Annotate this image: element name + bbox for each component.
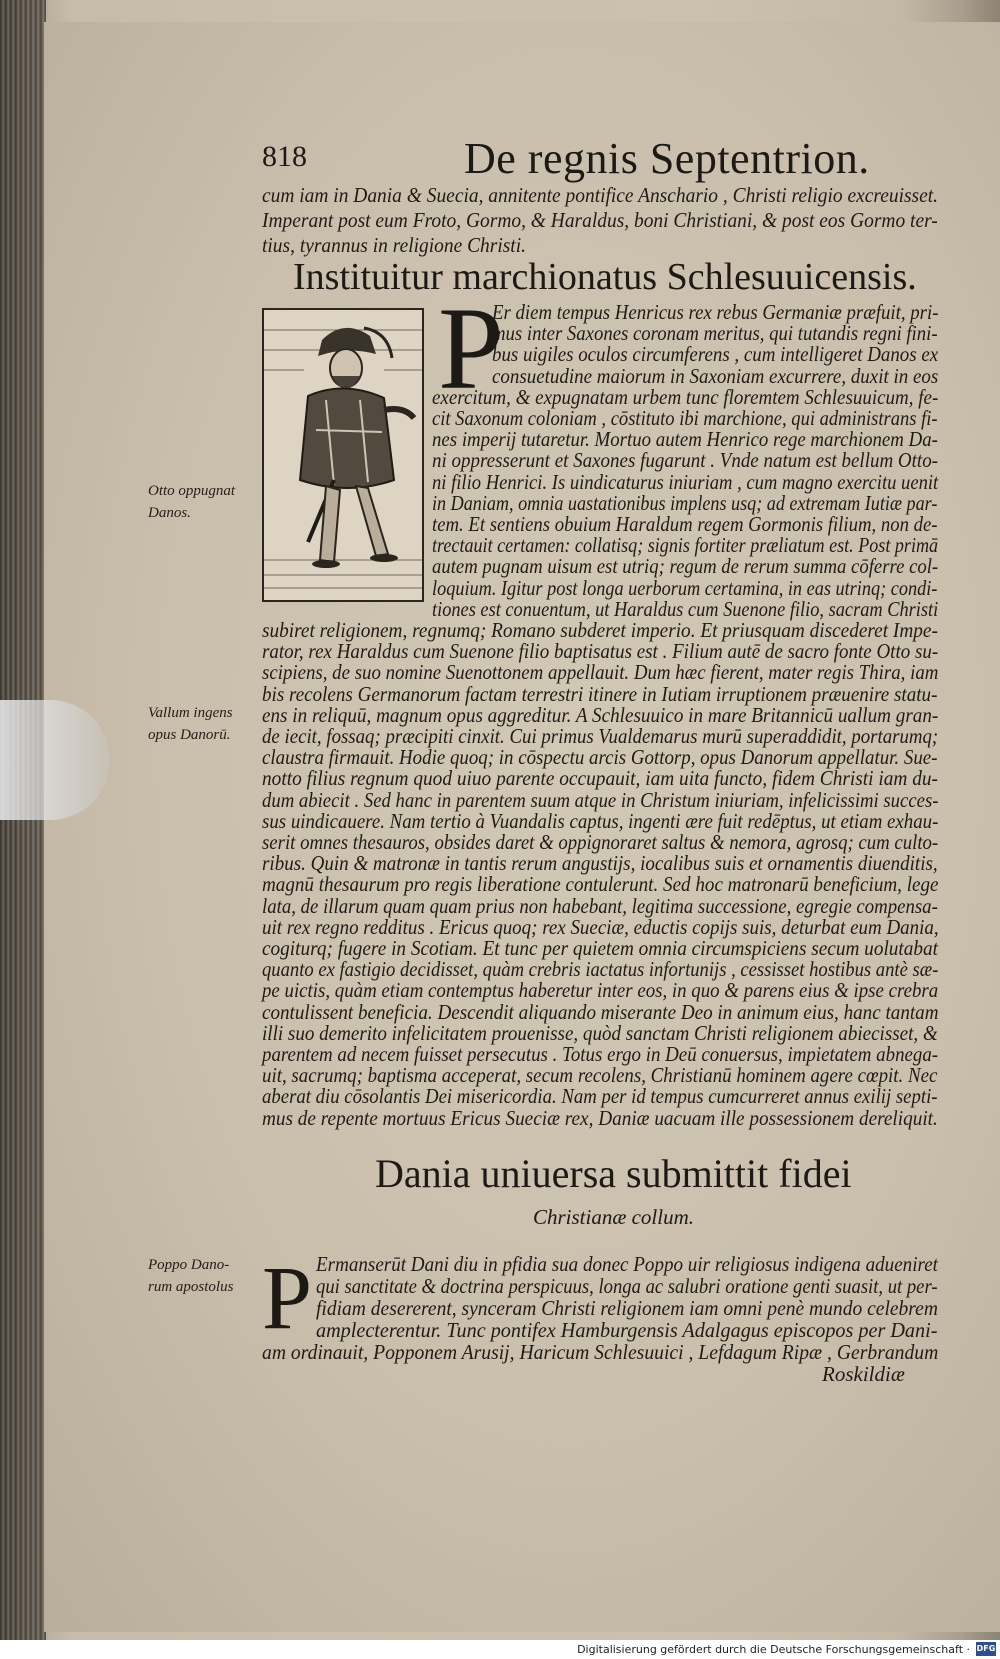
section-heading-2: Dania uniuersa submittit fidei: [375, 1151, 852, 1196]
text-line: nes imperij tutaretur. Mortuo autem Henrico rege marchionem Da-: [432, 427, 938, 452]
running-head: De regnis Septentrion.: [464, 134, 870, 183]
text-line: serit omnes thesauros, obsides daret & oppignoraret saltus & nemora, agrosq; cum culto-: [262, 830, 939, 854]
text-line: cit Saxonum coloniam , cōstituto ibi marchione, qui administrans fi-: [432, 406, 938, 430]
dfg-logo: DFG: [976, 1642, 996, 1656]
book-page-edges: [0, 0, 46, 1640]
footer-credit: Digitalisierung gefördert durch die Deutsche Forschungsgemeinschaft ·: [577, 1643, 970, 1656]
text-line: sus uindicauere. Nam tertio à Vuandalis captus, ingenti ære fuit redēptus, ut etiam exhau-: [262, 808, 939, 833]
text-line: contulissent beneficia. Descendit aliquando miserante Deo in animum eius, hanc tantam: [262, 999, 939, 1024]
text-line: Ermanserūt Dani diu in pfidia sua donec Poppo uir religiosus indigena adueniret: [316, 1252, 938, 1276]
text-line: claustra firmauit. Hodie quoq; in cōspectu arcis Gottorp, opus Danorum appellatur. Sue-: [262, 745, 938, 770]
text-line: cum iam in Dania & Suecia, annitente pontifice Anschario , Christi religio excreuisset.: [262, 183, 939, 207]
text-line: bis recolens Germanorum factam terrestri itinere in Iutiam irruptionem præuenire statu-: [262, 681, 938, 706]
text-line: tiones est conuentum, ut Haraldus cum Suenone filio, sacram Christi: [432, 596, 939, 621]
text-line: subiret religionem, regnumq; Romano subderet imperio. Et priusquam discederet Impe-: [262, 618, 938, 642]
text-line: quanto ex fastigio decidisset, quàm crebris iactatus infortunijs , cessisset hostibus antè sæ-: [262, 957, 939, 982]
text-line: uit rex regno redditus . Ericus quoq; rex Sueciæ, eductis copijs suis, deturbat eum Dania,: [262, 914, 939, 939]
margin-note-line: Poppo Dano-: [148, 1257, 230, 1273]
text-line: Er diem tempus Henricus rex rebus Germaniæ præfuit, pri-: [492, 300, 939, 324]
text-line: lata, de illarum quam quam prius non habebant, legitima successione, egregie compensa-: [262, 893, 938, 918]
text-line: bus uigiles oculos circumferens , cum intelligeret Danos ex: [492, 342, 939, 367]
text-line: mus inter Saxones coronam meritus, qui tutandis regni fini-: [492, 321, 938, 346]
top-text-block: [262, 183, 992, 258]
margin-note-line: Danos.: [148, 505, 191, 521]
text-line: parentem ad necem fuisset persecutus . Totus ergo in Deū conuersus, impietatem abnega-: [262, 1042, 939, 1066]
margin-note-line: opus Danorū.: [148, 727, 231, 743]
text-line: ni oppresserunt et Saxones fugarunt . Vnde natum est bellum Otto-: [432, 448, 939, 473]
page-number: 818: [262, 140, 307, 173]
text-line: tius, tyrannus in religione Christi.: [262, 233, 526, 257]
text-line: ens in reliquū, magnum opus aggreditur. A Schlesuuico in mare Britannicū uallum gran-: [262, 702, 939, 727]
section-heading: Instituitur marchionatus Schlesuuicensis.: [293, 256, 917, 298]
margin-note-line: Vallum ingens: [148, 705, 233, 721]
text-line: mus de repente mortuus Ericus Sueciæ rex, Daniæ uacuam ille possessionem dereliquit.: [262, 1105, 938, 1130]
section-subheading-2: Christianæ collum.: [533, 1205, 695, 1229]
text-line: dum abiecit . Sed hanc in parentem suum atque in Christum iniuriam, infelicissimi succes-: [262, 787, 939, 812]
text-line: autem pugnam uisum est utriq; regum de rerum summa cōferre col-: [432, 554, 939, 579]
margin-note-line: rum apostolus: [148, 1279, 234, 1295]
text-line: cogiturq; fugere in Scotiam. Et tunc per quietem omnia circumspiciens secum uolutabat: [262, 936, 939, 960]
woodcut-illustration: [262, 308, 424, 602]
text-line: uit, sacrumq; baptisma acceperat, secum recolens, Christianū hominem agere cœpit. Nec: [262, 1063, 938, 1088]
text-line: tem. Et sentiens obuium Haraldum regem Gormonis filium, non de-: [432, 512, 938, 536]
margin-note-line: Otto oppugnat: [148, 483, 236, 499]
text-line: qui sanctitate & doctrina perspicuus, longa ac salubri oratione genti suasit, ut per-: [316, 1274, 938, 1298]
text-line: scipiens, de suo nomine Suenottonem appellauit. Dum hæc fierent, mater regis Thira, iam: [262, 660, 939, 685]
drop-cap-2: P: [262, 1249, 313, 1348]
text-line: rator, rex Haraldus cum Suenone filio baptisatus est . Filium autē de sacro fonte Otto su-: [262, 639, 939, 664]
woodcut-figure: [264, 310, 422, 600]
text-line: pe uictis, quàm etiam contemptus haberetur inter eos, in quo & parens eius & ipse crebra: [262, 978, 939, 1003]
text-line: Imperant post eum Froto, Gormo, & Haraldus, boni Christiani, & post eos Gormo ter-: [262, 208, 938, 232]
text-line: consuetudine maiorum in Saxoniam excurrere, duxit in eos: [492, 363, 939, 388]
text-line: in Daniam, omnia uastationibus implens usq; ad extremam Iutiæ par-: [432, 490, 938, 515]
margin-note-poppo: [148, 1254, 233, 1298]
text-line: ribus. Quin & matronæ in tantis rerum angustijs, iocalibus suis et ornamentis diuenditis,: [262, 851, 938, 876]
text-line: fidiam desererent, synceram Christi religionem iam omni penè mundo celebrem: [316, 1296, 938, 1320]
margin-note-otto: [148, 480, 235, 524]
drop-cap: P: [438, 283, 504, 414]
text-line: trectauit certamen: collatisq; signis fortiter præliatum est. Post primā: [432, 533, 939, 558]
text-line: exercitum, & expugnatam urbem tunc floremtem Schlesuuicum, fe-: [432, 384, 939, 409]
text-line: amplecterentur. Tunc pontifex Hamburgensis Adalgagus episcopos per Dani-: [316, 1318, 938, 1342]
text-line: illi suo demerito infelicitatem prouenisse, quòd sanctam Christi religionem abiecisset, &: [262, 1020, 938, 1045]
text-line: de iecit, fossaq; præcipiti cinxit. Cui primus Vualdemarus murū superaddidit, portarumq;: [262, 724, 939, 748]
text-line: magnū thesaurum pro regis liberatione contulerunt. Sed hoc matronarū beneficium, lege: [262, 872, 939, 897]
margin-note-vallum: [148, 702, 233, 746]
text-line: am ordinauit, Popponem Arusij, Haricum Schlesuuici , Lefdagum Ripæ , Gerbrandum: [262, 1340, 939, 1364]
text-line: loquium. Igitur post longa uerborum certamina, in eas utrinq; condi-: [432, 575, 938, 600]
text-line: Roskildiæ: [822, 1362, 905, 1386]
text-line: aberat diu cōsolantis Dei misericordia. Nam per id tempus cumcurreret annus exilij septi-: [262, 1084, 938, 1109]
text-line: notto filius regnum quod uiuo parente occupauit, iam uita functo, fidem Christi iam du-: [262, 766, 939, 791]
text-line: ni filio Henrici. Is uindicaturus iniuriam , cum magno exercitu uenit: [432, 469, 939, 494]
